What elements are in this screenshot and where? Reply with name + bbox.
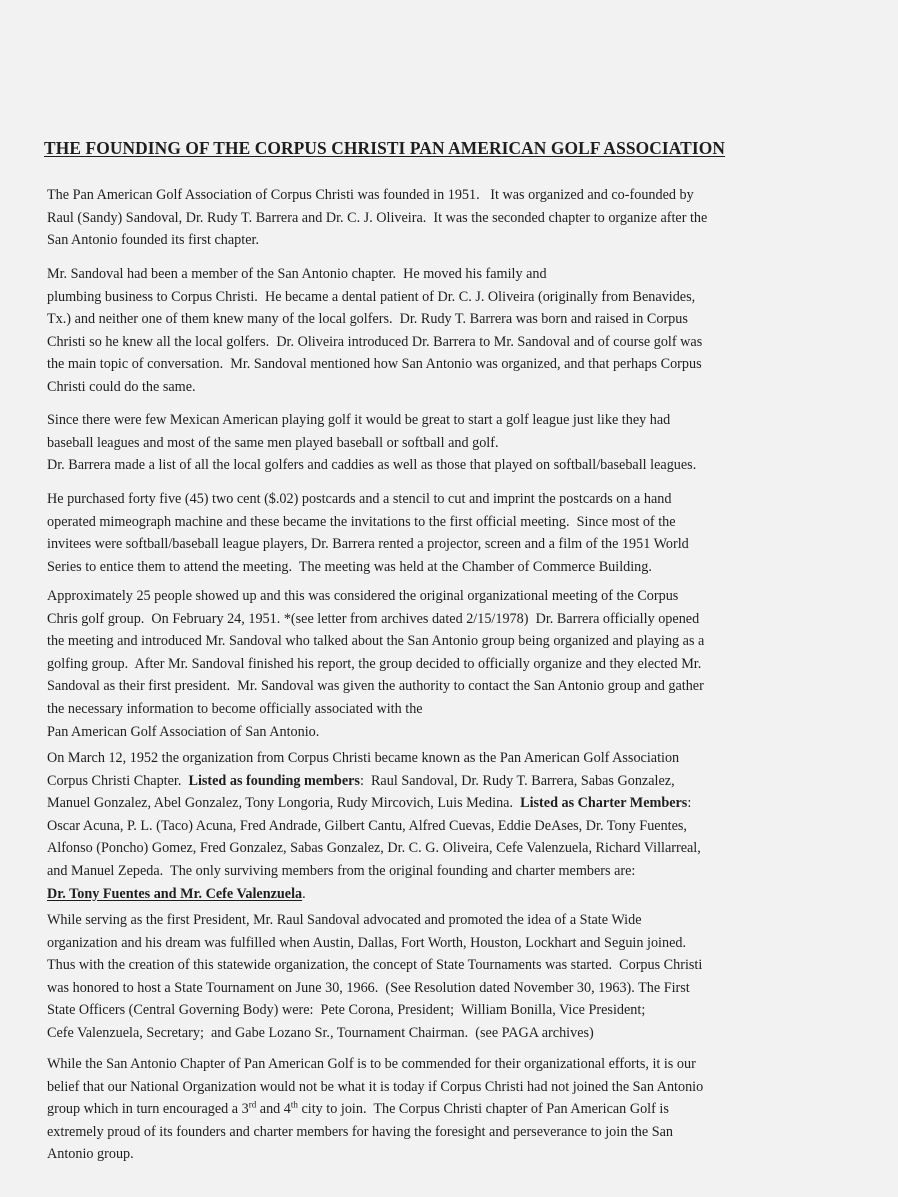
text-line: Series to entice them to attend the meeting. The meeting was held at the Chamber of Commerce Building. bbox=[47, 558, 652, 575]
text-line: Alfonso (Poncho) Gomez, Fred Gonzalez, Sabas Gonzalez, Dr. C. G. Oliveira, Cefe Valenzuela, Richard Villarreal, bbox=[47, 840, 701, 857]
text-line: Oscar Acuna, P. L. (Taco) Acuna, Fred Andrade, Gilbert Cantu, Alfred Cuevas, Eddie DeAses, Dr. Tony Fuentes, bbox=[47, 817, 687, 834]
text-segment: group which in turn encouraged a 3 bbox=[47, 1101, 249, 1118]
text-segment: city to join. The Corpus Christi chapter of Pan American Golf is bbox=[297, 1101, 669, 1118]
charter-members-label: Listed as Charter Members bbox=[520, 795, 688, 812]
ordinal-suffix: th bbox=[290, 1099, 298, 1110]
text-line: golfing group. After Mr. Sandoval finished his report, the group decided to officially organize and they elected Mr. bbox=[47, 655, 702, 672]
text-line: extremely proud of its founders and charter members for having the foresight and perseverance to join the San bbox=[47, 1123, 674, 1140]
paragraph-league bbox=[47, 409, 862, 477]
text-line: San Antonio founded its first chapter. bbox=[47, 232, 259, 249]
text-line: the meeting and introduced Mr. Sandoval who talked about the San Antonio group being organized and playing as a bbox=[47, 633, 705, 650]
text-line: baseball leagues and most of the same men played baseball or softball and golf. bbox=[47, 434, 499, 451]
founding-members-label: Listed as founding members bbox=[188, 772, 360, 789]
text-segment: : bbox=[687, 795, 692, 812]
text-line: While the San Antonio Chapter of Pan American Golf is to be commended for their organizational efforts, it is our bbox=[47, 1056, 696, 1072]
text-line: Pan American Golf Association of San Antonio. bbox=[47, 723, 320, 740]
text-line: State Officers (Central Governing Body) were: Pete Corona, President; William Bonilla, Vice President; bbox=[47, 1002, 646, 1019]
text-line: operated mimeograph machine and these became the invitations to the first official meeting. Since most of the bbox=[47, 513, 676, 530]
text-line: The Pan American Golf Association of Corpus Christi was founded in 1951. It was organized and co-founded by bbox=[47, 187, 694, 203]
text-line bbox=[47, 770, 862, 793]
paragraph-closing bbox=[47, 1053, 862, 1166]
text-line bbox=[47, 883, 862, 906]
text-line: Dr. Barrera made a list of all the local golfers and caddies as well as those that played on softball/baseball leagues. bbox=[47, 457, 697, 474]
text-line: Antonio group. bbox=[47, 1146, 134, 1163]
text-line: the necessary information to become officially associated with the bbox=[47, 700, 423, 717]
ordinal-suffix: rd bbox=[248, 1099, 257, 1110]
text-line: belief that our National Organization would not be what it is today if Corpus Christi had not joined the San Antonio bbox=[47, 1078, 704, 1095]
text-line: Raul (Sandy) Sandoval, Dr. Rudy T. Barrera and Dr. C. J. Oliveira. It was the seconded chapter to organize after the bbox=[47, 209, 708, 226]
text-line: Christi could do the same. bbox=[47, 378, 196, 395]
paragraph-founding bbox=[47, 184, 862, 252]
text-line: Mr. Sandoval had been a member of the San Antonio chapter. He moved his family and bbox=[47, 266, 547, 282]
text-line: Since there were few Mexican American playing golf it would be great to start a golf league just like they had bbox=[47, 412, 671, 428]
text-line: Christi so he knew all the local golfers. Dr. Oliveira introduced Dr. Barrera to Mr. Sandoval and of course golf was bbox=[47, 333, 703, 350]
text-line: Approximately 25 people showed up and this was considered the original organizational meeting of the Corpus bbox=[47, 588, 679, 604]
text-segment: and 4 bbox=[256, 1101, 291, 1118]
text-line: plumbing business to Corpus Christi. He became a dental patient of Dr. C. J. Oliveira (originally from Benavides, bbox=[47, 288, 696, 305]
text-segment: Corpus Christi Chapter. bbox=[47, 772, 189, 789]
paragraph-sandoval bbox=[47, 263, 862, 399]
text-line: Tx.) and neither one of them knew many of the local golfers. Dr. Rudy T. Barrera was born and raised in Corpus bbox=[47, 311, 688, 328]
text-segment: . bbox=[302, 885, 306, 902]
text-line: and Manuel Zepeda. The only surviving members from the original founding and charter members are: bbox=[47, 862, 636, 879]
paragraph-first-meeting bbox=[47, 585, 862, 743]
document-title: THE FOUNDING OF THE CORPUS CHRISTI PAN AMERICAN GOLF ASSOCIATION bbox=[44, 138, 726, 158]
text-line: the main topic of conversation. Mr. Sandoval mentioned how San Antonio was organized, and that perhaps Corpus bbox=[47, 356, 702, 373]
text-line: organization and his dream was fulfilled when Austin, Dallas, Fort Worth, Houston, Lockhart and Seguin joined. bbox=[47, 934, 687, 951]
text-line: While serving as the first President, Mr. Raul Sandoval advocated and promoted the idea of a State Wide bbox=[47, 912, 642, 928]
paragraph-state-organization bbox=[47, 909, 862, 1045]
text-segment: Manuel Gonzalez, Abel Gonzalez, Tony Longoria, Rudy Mircovich, Luis Medina. bbox=[47, 795, 521, 812]
text-line bbox=[47, 792, 862, 815]
text-line: invitees were softball/baseball league players, Dr. Barrera rented a projector, screen and a film of the 1951 World bbox=[47, 536, 689, 553]
text-segment: : Raul Sandoval, Dr. Rudy T. Barrera, Sabas Gonzalez, bbox=[359, 772, 675, 789]
text-line: On March 12, 1952 the organization from Corpus Christi became known as the Pan American Golf Association bbox=[47, 750, 680, 766]
text-line: Sandoval as their first president. Mr. Sandoval was given the authority to contact the San Antonio group and gather bbox=[47, 678, 704, 695]
text-line: Thus with the creation of this statewide organization, the concept of State Tournaments was started. Corpus Christi bbox=[47, 957, 703, 974]
text-line bbox=[47, 1098, 862, 1121]
text-line: Chris golf group. On February 24, 1951. *(see letter from archives dated 2/15/1978) Dr. Barrera officially opened bbox=[47, 610, 700, 627]
text-line: Cefe Valenzuela, Secretary; and Gabe Lozano Sr., Tournament Chairman. (see PAGA archives) bbox=[47, 1024, 594, 1041]
text-line: was honored to host a State Tournament on June 30, 1966. (See Resolution dated November 30, 1963). The First bbox=[47, 979, 690, 996]
paragraph-postcards bbox=[47, 488, 862, 578]
text-line: He purchased forty five (45) two cent ($.02) postcards and a stencil to cut and imprint the postcards on a hand bbox=[47, 491, 672, 507]
paragraph-members bbox=[47, 747, 862, 905]
surviving-members: Dr. Tony Fuentes and Mr. Cefe Valenzuela bbox=[47, 885, 303, 902]
